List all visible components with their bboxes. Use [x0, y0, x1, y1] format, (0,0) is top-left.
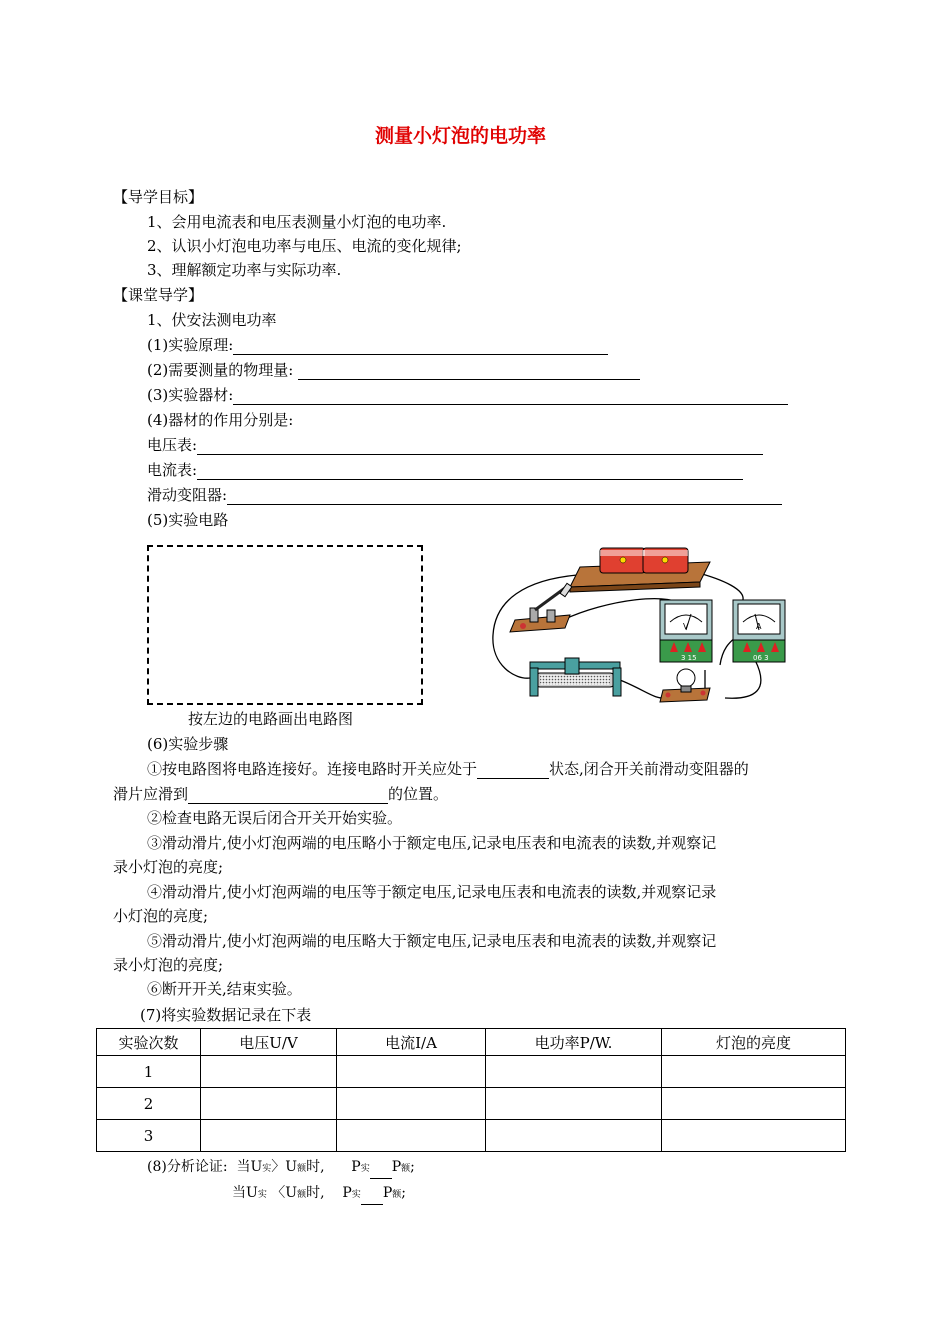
circuit-drawing-box[interactable] — [147, 545, 423, 705]
rheostat-icon — [530, 658, 621, 696]
table-cell[interactable] — [337, 1088, 486, 1120]
step-4: ④滑动滑片,使小灯泡两端的电压等于额定电压,记录电压表和电流表的读数,并观察记录 — [147, 883, 717, 901]
step-1-cont: 滑片应滑到 的位置。 — [113, 785, 449, 803]
table-cell[interactable] — [486, 1120, 662, 1152]
answer-blank[interactable] — [227, 489, 782, 505]
ammeter-scale: 06 3 — [753, 654, 769, 662]
circuit-caption: 按左边的电路画出电路图 — [188, 710, 354, 728]
answer-blank[interactable] — [233, 389, 788, 405]
step-1: ①按电路图将电路连接好。连接电路时开关应处于 状态,闭合开关前滑动变阻器的 — [147, 760, 749, 778]
table-cell[interactable] — [201, 1120, 337, 1152]
table-header: 电功率P/W. — [486, 1029, 662, 1056]
answer-blank[interactable] — [361, 1192, 383, 1205]
trial-number: 3 — [97, 1120, 201, 1152]
question-equipment: (3)实验器材: — [147, 385, 788, 405]
table-header: 电压U/V — [201, 1029, 337, 1056]
table-cell[interactable] — [337, 1056, 486, 1088]
answer-blank[interactable] — [477, 763, 549, 779]
step-6: ⑥断开开关,结束实验。 — [147, 980, 302, 998]
step-3: ③滑动滑片,使小灯泡两端的电压略小于额定电压,记录电压表和电流表的读数,并观察记 — [147, 834, 717, 852]
page-title: 测量小灯泡的电功率 — [375, 125, 547, 147]
table-cell[interactable] — [662, 1056, 846, 1088]
table-cell[interactable] — [201, 1088, 337, 1120]
answer-blank[interactable] — [197, 464, 743, 480]
table-cell[interactable] — [486, 1056, 662, 1088]
section-heading-goals: 【导学目标】 — [113, 188, 204, 206]
table-row — [97, 1088, 846, 1120]
step-3-cont: 录小灯泡的亮度; — [113, 858, 224, 876]
ammeter-label: A — [756, 622, 762, 631]
answer-blank[interactable] — [370, 1166, 392, 1179]
analysis-line-1: (8)分析论证: 当U实〉U额时, P实 P额; — [147, 1157, 415, 1179]
step-5-cont: 录小灯泡的亮度; — [113, 956, 224, 974]
battery-box-icon — [570, 548, 710, 592]
answer-blank[interactable] — [197, 439, 763, 455]
answer-blank[interactable] — [233, 339, 608, 355]
step-4-cont: 小灯泡的亮度; — [113, 907, 209, 925]
voltmeter-icon — [660, 600, 712, 662]
question-roles: (4)器材的作用分别是: — [147, 411, 294, 429]
trial-number: 2 — [97, 1088, 201, 1120]
goal-item-1: 1、会用电流表和电压表测量小灯泡的电功率. — [147, 213, 447, 231]
trial-number: 1 — [97, 1056, 201, 1088]
answer-blank[interactable] — [298, 364, 640, 380]
table-cell[interactable] — [486, 1088, 662, 1120]
lamp-icon — [660, 669, 710, 702]
role-voltmeter: 电压表: — [147, 435, 763, 455]
role-rheostat: 滑动变阻器: — [147, 485, 782, 505]
table-header-row — [97, 1029, 846, 1056]
question-table: (7)将实验数据记录在下表 — [140, 1006, 312, 1024]
question-steps: (6)实验步骤 — [147, 735, 229, 753]
step-5: ⑤滑动滑片,使小灯泡两端的电压略大于额定电压,记录电压表和电流表的读数,并观察记 — [147, 932, 717, 950]
table-row — [97, 1120, 846, 1152]
question-quantities: (2)需要测量的物理量: — [147, 360, 640, 380]
voltmeter-label: V — [683, 622, 689, 631]
ammeter-icon — [733, 600, 785, 662]
table-cell[interactable] — [337, 1120, 486, 1152]
table-cell[interactable] — [662, 1088, 846, 1120]
table-header: 实验次数 — [97, 1029, 201, 1056]
table-header: 灯泡的亮度 — [662, 1029, 846, 1056]
table-row — [97, 1056, 846, 1088]
switch-icon — [510, 583, 572, 632]
goal-item-2: 2、认识小灯泡电功率与电压、电流的变化规律; — [147, 237, 462, 255]
table-cell[interactable] — [662, 1120, 846, 1152]
section-heading-class: 【课堂导学】 — [113, 286, 204, 304]
answer-blank[interactable] — [188, 788, 388, 804]
voltmeter-scale: 3 15 — [681, 654, 697, 662]
table-cell[interactable] — [201, 1056, 337, 1088]
data-table — [96, 1028, 846, 1152]
analysis-line-2: 当U实 〈U额时, P实 P额; — [232, 1183, 406, 1205]
subheading-voltammetry: 1、伏安法测电功率 — [147, 311, 277, 329]
circuit-illustration — [485, 540, 795, 715]
question-principle: (1)实验原理: — [147, 335, 608, 355]
goal-item-3: 3、理解额定功率与实际功率. — [147, 261, 342, 279]
step-2: ②检查电路无误后闭合开关开始实验。 — [147, 809, 403, 827]
role-ammeter: 电流表: — [147, 460, 743, 480]
table-header: 电流I/A — [337, 1029, 486, 1056]
question-circuit: (5)实验电路 — [147, 511, 229, 529]
